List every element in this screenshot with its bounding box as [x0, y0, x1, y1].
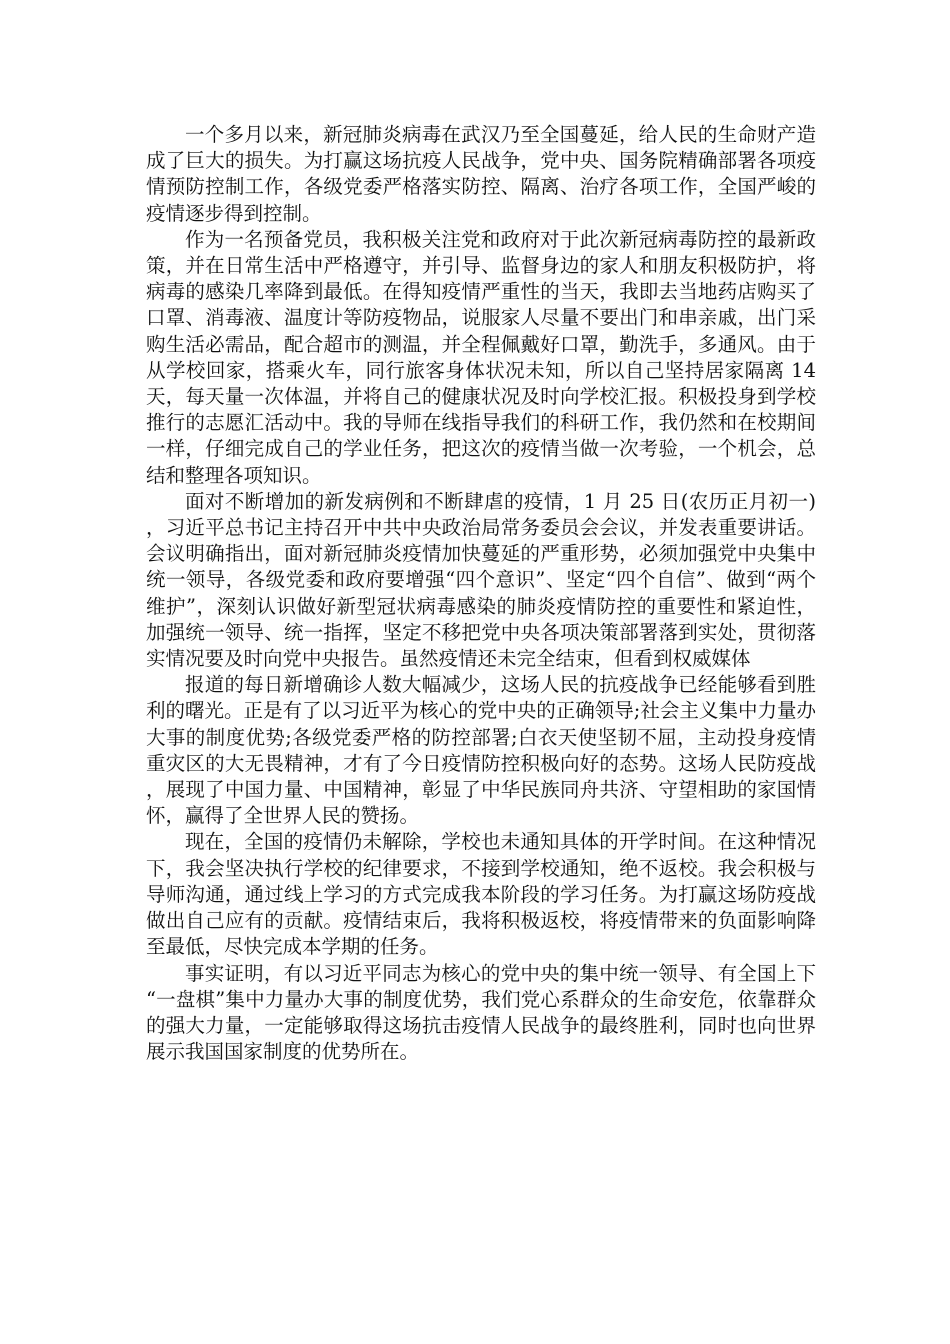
- paragraph-3: 面对不断增加的新发病例和不断肆虐的疫情，1 月 25 日(农历正月初一)，习近平总书记主持召开中共中央政治局常务委员会会议，并发表重要讲话。会议明确指出，面对新冠肺炎疫情加快蔓延的严重形势，必须加强党中央集中统一领导，各级党委和政府要增强“四个意识”、坚定“四个自信”、做到“两个维护”，深刻认识做好新型冠状病毒感染的肺炎疫情防控的重要性和紧迫性，加强统一领导、统一指挥，坚定不移把党中央各项决策部署落到实处，贯彻落实情况要及时向党中央报告。虽然疫情还未完全结束，但看到权威媒体: [146, 489, 816, 671]
- document-body: [146, 122, 816, 1065]
- paragraph-1: 一个多月以来，新冠肺炎病毒在武汉乃至全国蔓延，给人民的生命财产造成了巨大的损失。为打赢这场抗疫人民战争，党中央、国务院精确部署各项疫情预防控制工作，各级党委严格落实防控、隔离、治疗各项工作，全国严峻的疫情逐步得到控制。: [146, 123, 816, 225]
- paragraph-6: 事实证明，有以习近平同志为核心的党中央的集中统一领导、有全国上下“一盘棋”集中力量办大事的制度优势，我们党心系群众的生命安危，依靠群众的强大力量，一定能够取得这场抗击疫情人民战争的最终胜利，同时也向世界展示我国国家制度的优势所在。: [146, 961, 816, 1064]
- paragraph-4: 报道的每日新增确诊人数大幅减少，这场人民的抗疫战争已经能够看到胜利的曙光。正是有了以习近平为核心的党中央的正确领导;社会主义集中力量办大事的制度优势;各级党委严格的防控部署;白衣天使坚韧不屈，主动投身疫情重灾区的大无畏精神，才有了今日疫情防控积极向好的态势。这场人民防疫战，展现了中国力量、中国精神，彰显了中华民族同舟共济、守望相助的家国情怀，赢得了全世界人民的赞扬。: [146, 673, 816, 828]
- paragraph-5: 现在，全国的疫情仍未解除，学校也未通知具体的开学时间。在这种情况下，我会坚决执行学校的纪律要求，不接到学校通知，绝不返校。我会积极与导师沟通，通过线上学习的方式完成我本阶段的学习任务。为打赢这场防疫战做出自己应有的贡献。疫情结束后，我将积极返校，将疫情带来的负面影响降至最低，尽快完成本学期的任务。: [146, 830, 816, 959]
- paragraph-2: 作为一名预备党员，我积极关注党和政府对于此次新冠病毒防控的最新政策，并在日常生活中严格遵守，并引导、监督身边的家人和朋友积极防护，将病毒的感染几率降到最低。在得知疫情严重性的当天，我即去当地药店购买了口罩、消毒液、温度计等防疫物品，说服家人尽量不要出门和串亲戚，出门采购生活必需品，配合超市的测温，并全程佩戴好口罩，勤洗手，多通风。由于从学校回家，搭乘火车，同行旅客身体状况未知，所以自己坚持居家隔离 14天，每天量一次体温，并将自己的健康状况及时向学校汇报。积极投身到学校推行的志愿汇活动中。我的导师在线指导我们的科研工作，我仍然和在校期间一样，仔细完成自己的学业任务，把这次的疫情当做一次考验，一个机会，总结和整理各项知识。: [146, 227, 816, 487]
